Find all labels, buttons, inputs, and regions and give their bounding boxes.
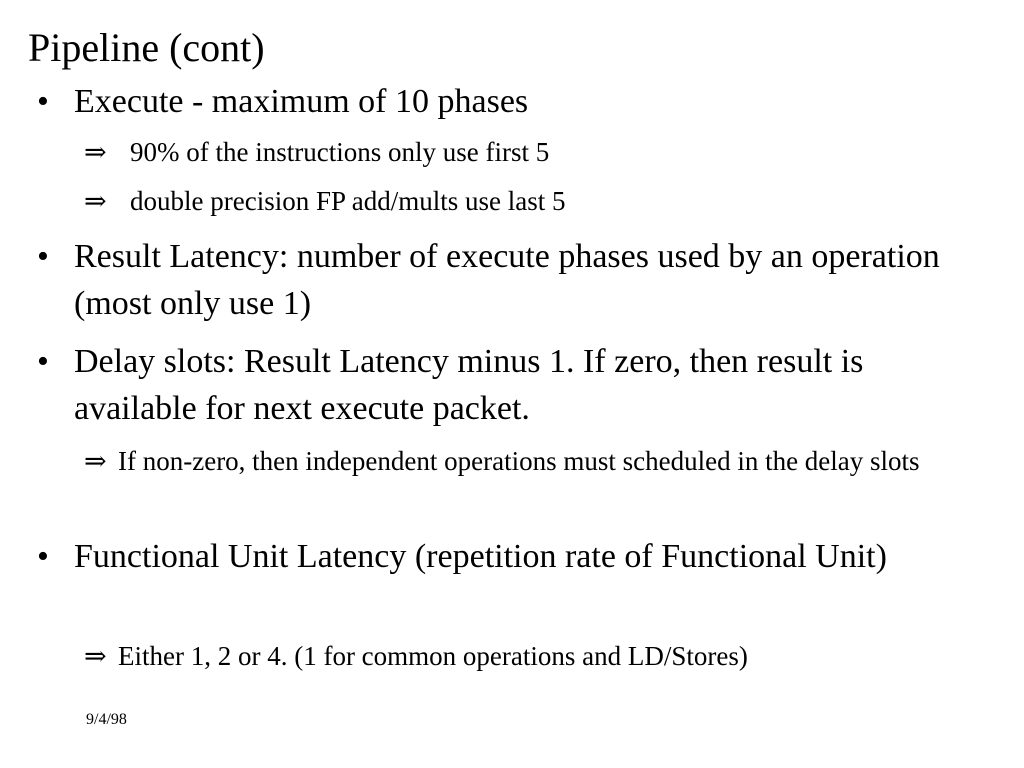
slide-title: Pipeline (cont) <box>28 25 265 70</box>
implies-arrow-icon: ⇒ <box>84 186 107 216</box>
footer-date: 9/4/98 <box>86 711 127 728</box>
sub-bullet-text: If non-zero, then independent operations must scheduled in the delay slots <box>118 446 920 476</box>
bullet-text: Execute - maximum of 10 phases <box>74 83 529 120</box>
bullet-dot: • <box>37 238 49 275</box>
sub-bullet-text: 90% of the instructions only use first 5 <box>130 137 550 167</box>
bullet-text: Result Latency: number of execute phases used by an operation (most only use 1) <box>74 238 940 322</box>
sub-bullet-first-five <box>84 133 984 172</box>
bullet-text: Functional Unit Latency (repetition rate of Functional Unit) <box>74 538 887 575</box>
implies-arrow-icon: ⇒ <box>84 641 107 671</box>
sub-bullet-non-zero <box>84 442 984 481</box>
implies-arrow-icon: ⇒ <box>84 446 107 476</box>
sub-bullet-text: Either 1, 2 or 4. (1 for common operations and LD/Stores) <box>118 641 748 671</box>
sub-bullet-last-five <box>84 182 984 221</box>
bullet-text: Delay slots: Result Latency minus 1. If zero, then result is available for next execute packet. <box>74 343 864 427</box>
sub-bullet-either <box>84 637 984 676</box>
bullet-dot: • <box>37 83 49 120</box>
bullet-execute <box>28 78 988 125</box>
implies-arrow-icon: ⇒ <box>84 137 107 167</box>
sub-bullet-text: double precision FP add/mults use last 5 <box>130 186 566 216</box>
bullet-functional-unit-latency <box>28 533 988 580</box>
bullet-dot: • <box>37 538 49 575</box>
bullet-result-latency <box>28 233 988 327</box>
bullet-dot: • <box>37 343 49 380</box>
bullet-delay-slots <box>28 338 988 432</box>
